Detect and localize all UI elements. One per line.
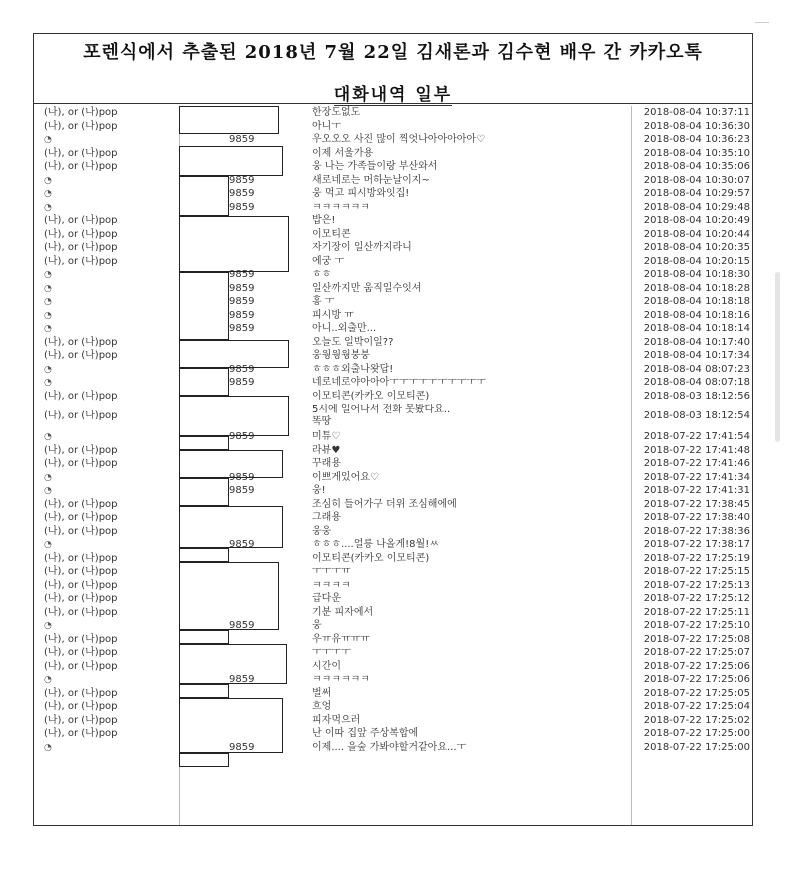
message-text: 피시방 ㅠ — [312, 309, 354, 321]
table-row — [34, 390, 752, 404]
message-timestamp: 2018-07-22 17:25:13 — [643, 579, 750, 591]
table-row — [34, 646, 752, 660]
sender-name: (나), or (나)pop — [44, 120, 118, 132]
sender-id: 9859 — [229, 188, 255, 199]
table-row — [34, 201, 752, 215]
message-timestamp: 2018-07-22 17:41:31 — [643, 485, 750, 496]
table-row — [34, 295, 752, 309]
sender-id: 9859 — [229, 377, 255, 388]
sender-id: 9859 — [229, 134, 255, 145]
table-row — [34, 457, 752, 471]
sender-name: (나), or (나)pop — [44, 647, 118, 658]
table-row — [34, 633, 752, 647]
table-row — [34, 241, 752, 255]
message-timestamp: 2018-08-04 10:17:40 — [643, 336, 750, 348]
message-text: 웅 나는 가족들이랑 부산와서 — [312, 161, 438, 172]
sender-kakao-icon — [44, 376, 179, 391]
table-row — [34, 228, 752, 242]
message-text: ㅋㅋㅋㅋ — [312, 579, 351, 591]
table-row — [34, 430, 752, 444]
table-row — [34, 484, 752, 498]
message-text: 오늘도 일박이일?? — [312, 336, 394, 348]
table-row — [34, 471, 752, 485]
message-text: ㅎㅎ — [312, 269, 332, 280]
message-text: 아니..외출만... — [312, 323, 377, 334]
message-timestamp: 2018-08-04 10:18:14 — [643, 323, 750, 334]
sender-id: 9859 — [229, 485, 255, 496]
sender-id: 9859 — [229, 741, 255, 753]
message-timestamp: 2018-07-22 17:25:11 — [643, 606, 750, 618]
kakao-icon: ◔ — [44, 472, 52, 483]
message-timestamp: 2018-07-22 17:25:15 — [643, 566, 750, 577]
sender-id: 9859 — [229, 620, 255, 631]
kakao-icon: ◔ — [44, 189, 52, 199]
message-text: 웅! — [312, 485, 326, 496]
message-timestamp: 2018-08-04 10:35:10 — [643, 147, 750, 159]
message-timestamp: 2018-08-04 10:37:11 — [643, 107, 750, 118]
message-timestamp: 2018-07-22 17:41:48 — [643, 444, 750, 456]
sender-id: 9859 — [229, 309, 255, 321]
table-row — [34, 741, 752, 755]
sender-id: 9859 — [229, 174, 255, 186]
sender-name: (나), or (나)pop — [44, 215, 118, 226]
table-row — [34, 687, 752, 701]
kakao-icon: ◔ — [44, 364, 52, 375]
message-timestamp: 2018-08-03 18:12:54 — [643, 410, 750, 421]
message-timestamp: 2018-07-22 17:25:06 — [643, 674, 750, 685]
message-timestamp: 2018-08-04 10:18:30 — [643, 269, 750, 280]
table-row — [34, 349, 752, 363]
sender-kakao-icon — [44, 484, 179, 499]
table-row — [34, 133, 752, 147]
sender-name: (나), or (나)pop — [44, 687, 118, 699]
kakao-icon: ◔ — [44, 540, 52, 550]
table-row — [34, 714, 752, 728]
message-timestamp: 2018-08-03 18:12:56 — [643, 390, 750, 402]
message-timestamp: 2018-07-22 17:41:54 — [643, 431, 750, 442]
sender-name: (나), or (나)pop — [44, 458, 118, 469]
kakao-icon: ◔ — [44, 324, 52, 334]
message-timestamp: 2018-08-04 10:20:49 — [643, 215, 750, 226]
message-timestamp: 2018-08-04 10:29:48 — [643, 201, 750, 213]
message-text: 흐엉 — [312, 701, 332, 712]
table-row — [34, 282, 752, 296]
message-text: 홍 ㅜ — [312, 296, 335, 307]
sender-kakao-icon — [44, 741, 179, 756]
sender-kakao-icon — [44, 187, 179, 202]
sender-id: 9859 — [229, 282, 255, 294]
table-row — [34, 322, 752, 336]
message-text: 에궁 ㅜ — [312, 255, 345, 267]
window-edge-line — [755, 22, 769, 23]
table-row — [34, 268, 752, 282]
sender-name: (나), or (나)pop — [44, 714, 118, 726]
sender-id: 9859 — [229, 201, 255, 213]
sender-name: (나), or (나)pop — [44, 579, 118, 591]
message-timestamp: 2018-08-04 10:18:28 — [643, 282, 750, 294]
sender-id: 9859 — [229, 296, 255, 307]
sender-name: (나), or (나)pop — [44, 606, 118, 618]
message-text: 5시에 일어나서 전화 못봤다요.. 똑땅 — [312, 404, 451, 427]
sender-kakao-icon — [44, 268, 179, 283]
table-row — [34, 592, 752, 606]
message-timestamp: 2018-08-04 10:18:16 — [643, 309, 750, 321]
sender-id: 9859 — [229, 363, 255, 375]
sender-name: (나), or (나)pop — [44, 147, 118, 159]
sender-name: (나), or (나)pop — [44, 728, 118, 739]
message-text: ㅎㅎㅎ....얼릉 나올게!8월!ㅆ — [312, 539, 439, 550]
message-text: 급다운 — [312, 593, 341, 604]
table-row — [34, 579, 752, 593]
message-text: 한장도없도 — [312, 107, 361, 118]
message-text: 밥은! — [312, 215, 336, 226]
table-row — [34, 376, 752, 390]
message-text: 자기장이 일산까지라니 — [312, 242, 412, 253]
message-timestamp: 2018-07-22 17:38:17 — [643, 539, 750, 550]
sender-name: (나), or (나)pop — [44, 552, 118, 564]
message-text: 웅 먹고 피시방와잇집! — [312, 188, 410, 199]
sender-name: (나), or (나)pop — [44, 242, 118, 253]
table-row — [34, 187, 752, 201]
table-row — [34, 660, 752, 674]
sender-name: (나), or (나)pop — [44, 498, 118, 510]
sender-kakao-icon — [44, 322, 179, 337]
message-text: ㅎㅎㅎ외출나왓답! — [312, 363, 394, 375]
sender-kakao-icon — [44, 133, 179, 148]
sender-name: (나), or (나)pop — [44, 336, 118, 348]
message-text: 우오오오 사진 많이 찍엇나아아아아아♡ — [312, 134, 486, 145]
table-row — [34, 606, 752, 620]
message-text: 웅웡웡웡붕붕 — [312, 350, 370, 361]
message-text: 라뷰♥ — [312, 444, 341, 456]
sender-name: (나), or (나)pop — [44, 701, 118, 712]
table-row — [34, 498, 752, 512]
sender-kakao-icon — [44, 201, 179, 216]
sender-kakao-icon — [44, 309, 179, 324]
sender-kakao-icon — [44, 363, 179, 378]
message-timestamp: 2018-07-22 17:25:19 — [643, 552, 750, 564]
message-text: 꾸래용 — [312, 458, 341, 469]
table-row — [34, 309, 752, 323]
chat-log-table — [34, 106, 752, 754]
sender-name: (나), or (나)pop — [44, 410, 118, 421]
message-timestamp: 2018-07-22 17:38:45 — [643, 498, 750, 510]
document-subtitle-text: 대화내역 일부 — [333, 85, 453, 105]
sender-name: (나), or (나)pop — [44, 255, 118, 267]
message-text: 이제 서울가용 — [312, 147, 374, 159]
message-text: 아니ㅜ — [312, 120, 341, 132]
message-text: 웅웅 — [312, 525, 332, 537]
sender-kakao-icon — [44, 282, 179, 297]
sender-name: (나), or (나)pop — [44, 566, 118, 577]
table-row — [34, 336, 752, 350]
sender-kakao-icon — [44, 538, 179, 553]
title-box — [34, 34, 752, 104]
table-row — [34, 160, 752, 174]
kakao-icon: ◔ — [44, 202, 52, 213]
kakao-icon: ◔ — [44, 310, 52, 321]
message-timestamp: 2018-07-22 17:38:40 — [643, 512, 750, 523]
kakao-icon: ◔ — [44, 378, 52, 388]
message-timestamp: 2018-07-22 17:25:12 — [643, 593, 750, 604]
message-timestamp: 2018-08-04 10:35:06 — [643, 161, 750, 172]
message-timestamp: 2018-08-04 08:07:18 — [643, 377, 750, 388]
message-timestamp: 2018-07-22 17:25:10 — [643, 620, 750, 631]
message-timestamp: 2018-08-04 10:30:07 — [643, 174, 750, 186]
message-text: 미튜♡ — [312, 431, 341, 442]
message-text: 시간이 — [312, 660, 341, 672]
message-text: 우ㅠ유ㅠㅠㅠ — [312, 633, 370, 645]
message-timestamp: 2018-07-22 17:25:05 — [643, 687, 750, 699]
sender-name: (나), or (나)pop — [44, 633, 118, 645]
message-timestamp: 2018-08-04 10:29:57 — [643, 188, 750, 199]
sender-id: 9859 — [229, 269, 255, 280]
table-row — [34, 444, 752, 458]
message-timestamp: 2018-07-22 17:38:36 — [643, 525, 750, 537]
document-subtitle — [34, 80, 752, 105]
kakao-icon: ◔ — [44, 621, 52, 631]
kakao-icon: ◔ — [44, 486, 52, 496]
kakao-icon: ◔ — [44, 432, 52, 442]
message-text: 일산까지만 움직일수잇셔 — [312, 282, 422, 294]
message-text: 이모티콘(카카오 이모티콘) — [312, 552, 430, 564]
sender-kakao-icon — [44, 673, 179, 688]
sender-name: (나), or (나)pop — [44, 660, 118, 672]
message-text: 웅 — [312, 620, 322, 631]
message-text: 이쁘게있어요♡ — [312, 471, 379, 483]
message-timestamp: 2018-07-22 17:25:00 — [643, 728, 750, 739]
message-timestamp: 2018-08-04 10:36:23 — [643, 134, 750, 145]
message-text: ㅋㅋㅋㅋㅋㅋ — [312, 201, 370, 213]
sender-name: (나), or (나)pop — [44, 444, 118, 456]
table-row — [34, 174, 752, 188]
message-timestamp: 2018-08-04 10:20:44 — [643, 228, 750, 240]
sender-kakao-icon — [44, 430, 179, 445]
sender-id: 9859 — [229, 471, 255, 483]
message-timestamp: 2018-08-04 10:36:30 — [643, 120, 750, 132]
table-row — [34, 619, 752, 633]
message-timestamp: 2018-08-04 10:20:15 — [643, 255, 750, 267]
message-text: 벌써 — [312, 687, 332, 699]
message-text: 조심히 들어가구 더위 조심해에에 — [312, 498, 457, 510]
table-row — [34, 565, 752, 579]
message-timestamp: 2018-08-04 10:20:35 — [643, 242, 750, 253]
sender-name: (나), or (나)pop — [44, 107, 118, 118]
kakao-icon: ◔ — [44, 675, 52, 685]
message-text: 이모티콘 — [312, 228, 351, 240]
kakao-icon: ◔ — [44, 175, 52, 186]
kakao-icon: ◔ — [44, 135, 52, 145]
table-row — [34, 363, 752, 377]
document-title: 포렌식에서 추출된 2018년 7월 22일 김새론과 김수현 배우 간 카카오톡 — [83, 42, 703, 63]
sender-name: (나), or (나)pop — [44, 593, 118, 604]
table-row — [34, 700, 752, 714]
sender-id: 9859 — [229, 539, 255, 550]
message-timestamp: 2018-07-22 17:25:00 — [643, 741, 750, 753]
message-text: ㅋㅋㅋㅋㅋㅋ — [312, 674, 370, 685]
sender-kakao-icon — [44, 295, 179, 310]
message-timestamp: 2018-07-22 17:25:06 — [643, 660, 750, 672]
message-text: 피자먹으러 — [312, 714, 361, 726]
message-timestamp: 2018-07-22 17:25:08 — [643, 633, 750, 645]
message-text: 새로네로는 머하눈날이지~ — [312, 174, 430, 186]
redaction-box — [179, 753, 229, 767]
page-scrollbar[interactable] — [775, 272, 780, 442]
message-text: 이모티콘(카카오 이모티콘) — [312, 390, 430, 402]
sender-name: (나), or (나)pop — [44, 390, 118, 402]
message-text: 그래용 — [312, 512, 341, 523]
table-row — [34, 120, 752, 134]
sender-name: (나), or (나)pop — [44, 161, 118, 172]
sender-id: 9859 — [229, 323, 255, 334]
table-row — [34, 552, 752, 566]
message-text: 이제.... 을숲 가봐야할거같아요...ㅜ — [312, 741, 467, 753]
sender-id: 9859 — [229, 431, 255, 442]
message-text: 난 이따 집앞 주상복합에 — [312, 728, 419, 739]
forensic-document — [33, 33, 753, 826]
table-row — [34, 511, 752, 525]
table-row — [34, 525, 752, 539]
sender-id: 9859 — [229, 674, 255, 685]
message-timestamp: 2018-07-22 17:25:07 — [643, 647, 750, 658]
sender-name: (나), or (나)pop — [44, 228, 118, 240]
message-timestamp: 2018-07-22 17:25:02 — [643, 714, 750, 726]
sender-kakao-icon — [44, 471, 179, 486]
message-timestamp: 2018-07-22 17:41:46 — [643, 458, 750, 469]
kakao-icon: ◔ — [44, 283, 52, 294]
sender-name: (나), or (나)pop — [44, 525, 118, 537]
message-text: ㅜㅜㅜㅠ — [312, 566, 351, 577]
message-text: 네로네로야아아아ㅜㅜㅜㅜㅜㅜㅜㅜㅜㅜ — [312, 377, 486, 388]
table-row — [34, 673, 752, 687]
table-row — [34, 255, 752, 269]
kakao-icon: ◔ — [44, 270, 52, 280]
message-text: 기분 피자에서 — [312, 606, 374, 618]
sender-name: (나), or (나)pop — [44, 350, 118, 361]
table-row — [34, 106, 752, 120]
message-timestamp: 2018-07-22 17:25:04 — [643, 701, 750, 712]
kakao-icon: ◔ — [44, 742, 52, 753]
sender-name: (나), or (나)pop — [44, 512, 118, 523]
kakao-icon: ◔ — [44, 297, 52, 307]
table-row — [34, 727, 752, 741]
message-timestamp: 2018-08-04 10:17:34 — [643, 350, 750, 361]
table-row — [34, 147, 752, 161]
message-text: ㅜㅜㅜㅜ — [312, 647, 351, 658]
message-timestamp: 2018-08-04 10:18:18 — [643, 296, 750, 307]
sender-kakao-icon — [44, 619, 179, 634]
table-row — [34, 538, 752, 552]
table-row — [34, 214, 752, 228]
message-timestamp: 2018-08-04 08:07:23 — [643, 363, 750, 375]
message-timestamp: 2018-07-22 17:41:34 — [643, 471, 750, 483]
table-row — [34, 403, 752, 430]
sender-kakao-icon — [44, 174, 179, 189]
